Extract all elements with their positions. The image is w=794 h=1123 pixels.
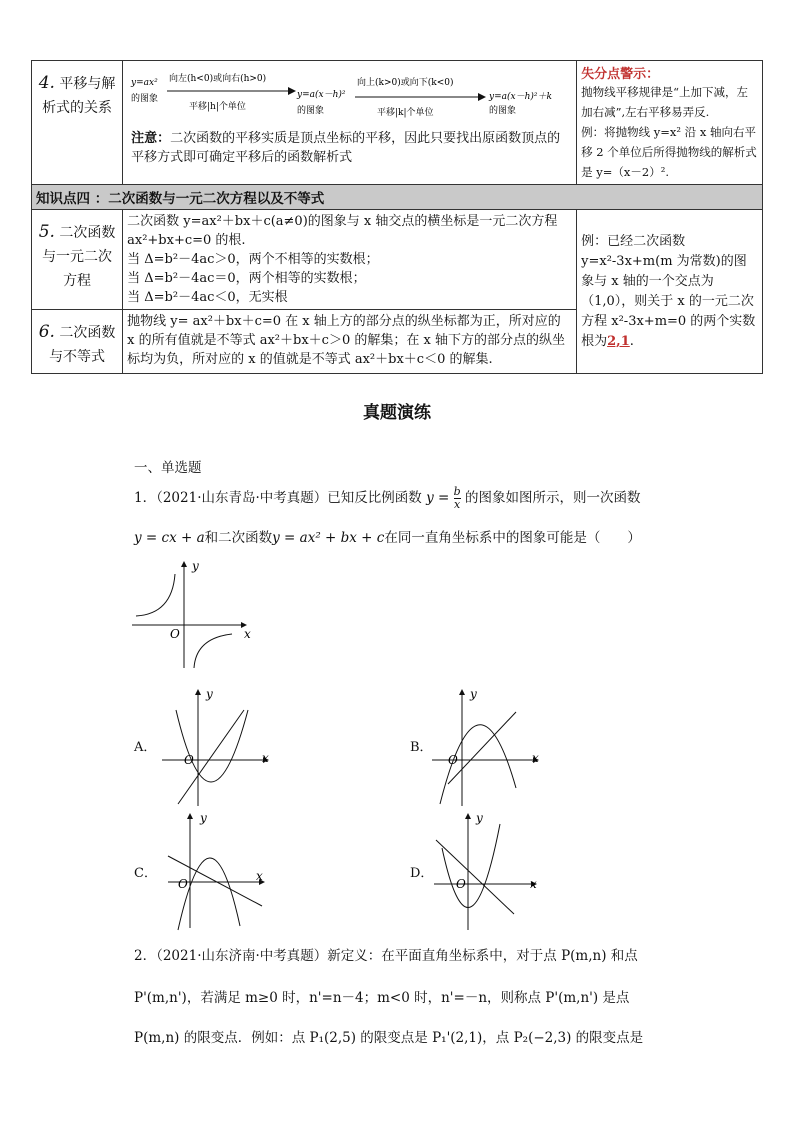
equation-line-1: 二次函数 y=ax²＋bx＋c(a≠0)的图象与 x 轴交点的横坐标是一元二次方程 ax²+bx+c=0 的根. <box>127 214 558 248</box>
note-text: 二次函数的平移实质是顶点坐标的平移，因此只要找出原函数顶点的平移方式即可确定平移后的函数解析式 <box>131 131 561 165</box>
topic-title: 二次函数与一元二次方程 <box>42 225 116 289</box>
y-label: y <box>476 811 483 825</box>
q1-text-post: 的图象如图所示，则一次函数 <box>464 490 641 506</box>
diag-f1-label: 的图象 <box>131 94 159 104</box>
option-b-label[interactable]: B． <box>410 740 433 755</box>
topic-number: 4. <box>38 73 55 93</box>
warning-title: 失分点警示： <box>581 67 660 82</box>
topic-number: 6. <box>38 322 55 342</box>
parabola <box>442 824 500 908</box>
warning-cell <box>577 61 763 185</box>
option-a-label[interactable]: A． <box>134 740 157 755</box>
example-cell <box>577 210 763 374</box>
origin-label: O <box>170 627 180 641</box>
table-row-4 <box>32 61 763 185</box>
y-label: y <box>200 811 207 825</box>
q1-frac-lhs: y = <box>426 490 450 506</box>
option-a-graph[interactable] <box>158 684 280 808</box>
option-d-label[interactable]: D． <box>410 866 434 881</box>
origin-label: O <box>448 753 458 767</box>
frac-den: x <box>454 498 461 511</box>
frac-num: b <box>453 485 461 498</box>
origin-label: O <box>184 753 194 767</box>
hyperbola-branch-lower <box>194 634 232 668</box>
x-label: x <box>530 877 537 891</box>
topic-cell-6 <box>32 310 123 374</box>
y-label: y <box>470 687 477 701</box>
diag-f1: y=ax² <box>131 78 158 88</box>
warning-text: 抛物线平移规律是“上加下减，左加右减”,左右平移易弄反. <box>581 85 749 119</box>
q1-text-pre: 1．（2021·山东青岛·中考真题）已知反比例函数 <box>134 490 422 506</box>
equation-line-2: 当 Δ=b²－4ac＞0，两个不相等的实数根； <box>127 252 379 267</box>
topic-number: 5. <box>38 222 55 242</box>
hyperbola-graph <box>128 558 258 670</box>
topic-title: 平移与解析式的关系 <box>42 76 116 116</box>
note-label: 注意： <box>131 131 171 146</box>
y-label: y <box>206 687 213 701</box>
diag-f2-label: 的图象 <box>297 106 325 116</box>
page-title: 真题演练 <box>363 403 431 423</box>
warning-example: 例：将抛物线 y=x² 沿 x 轴向右平移 2 个单位后所得抛物线的解析式是 y=（x－2）². <box>581 125 757 179</box>
translation-cell <box>123 61 577 185</box>
origin-label: O <box>178 877 188 891</box>
option-b-graph[interactable] <box>428 684 550 808</box>
diag-arrow2-bot: 平移|k|个单位 <box>377 108 434 118</box>
topic-title: 二次函数与不等式 <box>49 325 116 365</box>
equation-cell <box>123 210 577 310</box>
diag-f2: y=a(x－h)² <box>297 90 346 100</box>
q1-text-mid: 和二次函数 <box>204 530 273 546</box>
section-header-row <box>32 185 763 210</box>
topic-cell-4 <box>32 61 123 185</box>
diag-f3-label: 的图象 <box>489 106 517 116</box>
example-end: . <box>629 334 634 349</box>
hyperbola-branch-upper <box>136 574 175 616</box>
question-2-line-1: 2．（2021·山东济南·中考真题）新定义：在平面直角坐标系中，对于点 P(m,n) 和点 <box>134 948 638 964</box>
q1-text-post2: 在同一直角坐标系中的图象可能是（ ） <box>384 530 641 546</box>
parabola <box>176 710 248 782</box>
q1-linear-fn: y = cx + a <box>134 530 205 546</box>
question-2-line-2: P'(m,n')，若满足 m≥0 时，n'=n－4；m<0 时，n'=－n，则称点 P'(m,n') 是点 <box>134 990 630 1006</box>
option-d-graph[interactable] <box>430 808 552 932</box>
diag-arrow1-bot: 平移|h|个单位 <box>189 102 246 112</box>
y-label: y <box>192 559 199 573</box>
example-text: 例：已经二次函数 y=x²-3x+m(m 为常数)的图象与 x 轴的一个交点为（1,0），则关于 x 的一元二次方程 x²-3x+m=0 的两个实数根为 <box>581 234 756 349</box>
diag-arrow2-top: 向上(k>0)或向下(k<0) <box>357 78 454 88</box>
question-1-line-2 <box>134 526 641 546</box>
option-c-graph[interactable] <box>164 808 286 932</box>
x-label: x <box>244 627 251 641</box>
equation-line-3: 当 Δ=b²－4ac＝0，两个相等的实数根； <box>127 271 366 286</box>
x-label: x <box>256 869 263 883</box>
question-2-line-3: P(m,n) 的限变点．例如：点 P₁(2,5) 的限变点是 P₁'(2,1)，点 P₂(−2,3) 的限变点是 <box>134 1030 644 1046</box>
translation-diagram <box>127 63 572 121</box>
question-1-line-1 <box>134 486 640 511</box>
example-answer: 2,1 <box>607 334 630 349</box>
x-label: x <box>532 751 539 765</box>
table-row-5 <box>32 210 763 310</box>
note-paragraph <box>127 129 572 167</box>
topic-cell-5 <box>32 210 123 310</box>
option-c-label[interactable]: C． <box>134 866 157 881</box>
parabola <box>178 858 240 930</box>
section-label: 一、单选题 <box>134 460 202 476</box>
fraction-b-over-x <box>454 486 461 511</box>
q1-quadratic-fn: y = ax² + bx + c <box>272 530 385 546</box>
knowledge-table <box>31 60 763 374</box>
x-label: x <box>262 751 269 765</box>
origin-label: O <box>456 877 466 891</box>
diag-arrow1-top: 向左(h<0)或向右(h>0) <box>169 74 267 84</box>
diag-f3: y=a(x－h)²＋k <box>489 92 553 102</box>
section-heading: 知识点四 ：二次函数与一元二次方程以及不等式 <box>32 185 763 210</box>
inequality-cell: 抛物线 y= ax²＋bx＋c=0 在 x 轴上方的部分点的纵坐标都为正，所对应的 x 的所有值就是不等式 ax²＋bx＋c＞0 的解集；在 x 轴下方的部分点的纵坐标均为负，所对应的 x 的值就是不等式 ax²＋bx＋c＜0 的解集. <box>123 310 577 374</box>
equation-line-4: 当 Δ=b²－4ac＜0，无实根 <box>127 290 288 305</box>
